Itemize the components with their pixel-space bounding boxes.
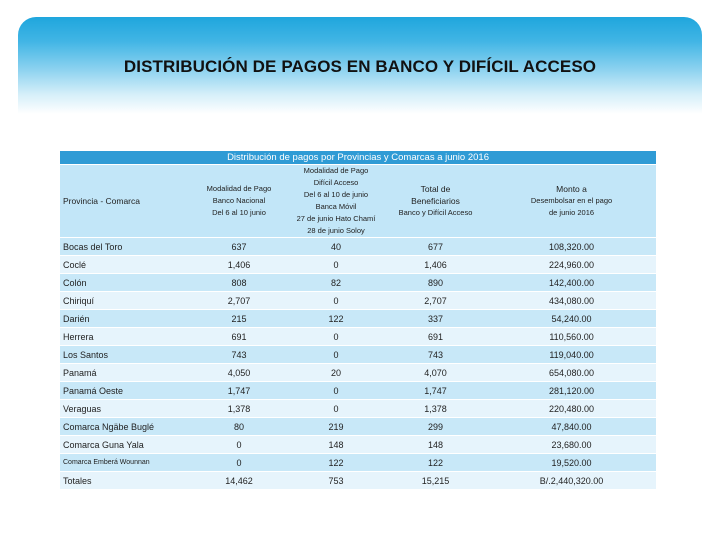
cell-total: 890 bbox=[384, 274, 487, 292]
cell-dificil: 148 bbox=[288, 436, 384, 454]
cell-monto: 281,120.00 bbox=[487, 382, 656, 400]
cell-banco: 1,747 bbox=[190, 382, 288, 400]
cell-dificil: 40 bbox=[288, 238, 384, 256]
cell-provincia: Panamá Oeste bbox=[60, 382, 190, 400]
header-banco bbox=[190, 165, 288, 238]
header-total-line: Beneficiarios bbox=[411, 196, 460, 206]
cell-monto: 54,240.00 bbox=[487, 310, 656, 328]
cell-dificil: 122 bbox=[288, 454, 384, 472]
cell-monto: 434,080.00 bbox=[487, 292, 656, 310]
header-banco-line: Modalidad de Pago bbox=[206, 184, 272, 193]
table-row bbox=[60, 418, 656, 436]
cell-total: 2,707 bbox=[384, 292, 487, 310]
table-body bbox=[60, 151, 656, 489]
cell-total: 743 bbox=[384, 346, 487, 364]
header-total bbox=[384, 165, 487, 238]
table-row bbox=[60, 382, 656, 400]
cell-monto: 108,320.00 bbox=[487, 238, 656, 256]
table-caption-row bbox=[60, 151, 656, 165]
cell-dificil: 82 bbox=[288, 274, 384, 292]
table-row bbox=[60, 328, 656, 346]
table-row bbox=[60, 256, 656, 274]
cell-banco: 808 bbox=[190, 274, 288, 292]
header-total-line: Total de bbox=[420, 184, 451, 194]
cell-banco: 215 bbox=[190, 310, 288, 328]
header-provincia: Provincia - Comarca bbox=[60, 165, 190, 238]
table-header-row bbox=[60, 165, 656, 238]
cell-provincia: Veraguas bbox=[60, 400, 190, 418]
header-dificil-line: Banca Móvil bbox=[315, 202, 357, 211]
cell-provincia: Panamá bbox=[60, 364, 190, 382]
cell-monto: 110,560.00 bbox=[487, 328, 656, 346]
cell-monto: 142,400.00 bbox=[487, 274, 656, 292]
cell-banco: 0 bbox=[190, 436, 288, 454]
payments-table bbox=[60, 151, 656, 489]
cell-monto: 220,480.00 bbox=[487, 400, 656, 418]
cell-dificil: 0 bbox=[288, 382, 384, 400]
slide-title: DISTRIBUCIÓN DE PAGOS EN BANCO Y DIFÍCIL ACCESO bbox=[123, 57, 597, 76]
table-caption: Distribución de pagos por Provincias y Comarcas a junio 2016 bbox=[60, 151, 656, 165]
header-dificil-line: Modalidad de Pago bbox=[303, 166, 369, 175]
table-row bbox=[60, 454, 656, 472]
cell-totals-banco: 14,462 bbox=[190, 472, 288, 490]
cell-provincia: Herrera bbox=[60, 328, 190, 346]
cell-dificil: 0 bbox=[288, 400, 384, 418]
cell-provincia: Coclé bbox=[60, 256, 190, 274]
cell-totals-label: Totales bbox=[60, 472, 190, 490]
cell-total: 299 bbox=[384, 418, 487, 436]
cell-banco: 1,406 bbox=[190, 256, 288, 274]
header-banco-line: Banco Nacional bbox=[212, 196, 266, 205]
cell-banco: 743 bbox=[190, 346, 288, 364]
cell-dificil: 219 bbox=[288, 418, 384, 436]
cell-total: 122 bbox=[384, 454, 487, 472]
table-row bbox=[60, 364, 656, 382]
cell-provincia: Darién bbox=[60, 310, 190, 328]
table-row bbox=[60, 436, 656, 454]
cell-provincia: Comarca Guna Yala bbox=[60, 436, 190, 454]
header-banco-line: Del 6 al 10 junio bbox=[212, 208, 266, 217]
cell-totals-monto: B/.2,440,320.00 bbox=[487, 472, 656, 490]
header-dificil bbox=[288, 165, 384, 238]
cell-dificil: 0 bbox=[288, 256, 384, 274]
table-row bbox=[60, 238, 656, 256]
header-total-line: Banco y Difícil Acceso bbox=[398, 208, 473, 217]
cell-total: 677 bbox=[384, 238, 487, 256]
totals-row bbox=[60, 472, 656, 490]
cell-monto: 654,080.00 bbox=[487, 364, 656, 382]
cell-totals-total: 15,215 bbox=[384, 472, 487, 490]
cell-provincia: Bocas del Toro bbox=[60, 238, 190, 256]
cell-total: 148 bbox=[384, 436, 487, 454]
header-monto-line: de junio 2016 bbox=[549, 208, 595, 217]
cell-provincia: Colón bbox=[60, 274, 190, 292]
header-monto-line: Desembolsar en el pago bbox=[530, 196, 613, 205]
header-dificil-line: Difícil Acceso bbox=[313, 178, 359, 187]
cell-dificil: 20 bbox=[288, 364, 384, 382]
cell-banco: 0 bbox=[190, 454, 288, 472]
cell-provincia: Chiriquí bbox=[60, 292, 190, 310]
table-row bbox=[60, 346, 656, 364]
cell-banco: 637 bbox=[190, 238, 288, 256]
cell-total: 1,378 bbox=[384, 400, 487, 418]
cell-banco: 2,707 bbox=[190, 292, 288, 310]
cell-total: 1,406 bbox=[384, 256, 487, 274]
table-row bbox=[60, 292, 656, 310]
table-row bbox=[60, 400, 656, 418]
header-dificil-line: 27 de junio Hato Chamí bbox=[296, 214, 376, 223]
header-dificil-line: 28 de junio Soloy bbox=[307, 226, 365, 235]
cell-monto: 19,520.00 bbox=[487, 454, 656, 472]
cell-monto: 47,840.00 bbox=[487, 418, 656, 436]
cell-provincia: Los Santos bbox=[60, 346, 190, 364]
header-monto-line: Monto a bbox=[556, 184, 587, 194]
cell-dificil: 0 bbox=[288, 346, 384, 364]
cell-monto: 119,040.00 bbox=[487, 346, 656, 364]
cell-totals-dificil: 753 bbox=[288, 472, 384, 490]
cell-banco: 4,050 bbox=[190, 364, 288, 382]
cell-dificil: 0 bbox=[288, 328, 384, 346]
cell-total: 1,747 bbox=[384, 382, 487, 400]
cell-total: 337 bbox=[384, 310, 487, 328]
cell-monto: 23,680.00 bbox=[487, 436, 656, 454]
table-row bbox=[60, 310, 656, 328]
cell-total: 691 bbox=[384, 328, 487, 346]
cell-banco: 1,378 bbox=[190, 400, 288, 418]
cell-banco: 80 bbox=[190, 418, 288, 436]
header-monto bbox=[487, 165, 656, 238]
table-row bbox=[60, 274, 656, 292]
cell-total: 4,070 bbox=[384, 364, 487, 382]
cell-monto: 224,960.00 bbox=[487, 256, 656, 274]
cell-banco: 691 bbox=[190, 328, 288, 346]
cell-provincia: Comarca Ngäbe Buglé bbox=[60, 418, 190, 436]
header-dificil-line: Del 6 al 10 de junio bbox=[303, 190, 369, 199]
cell-dificil: 0 bbox=[288, 292, 384, 310]
cell-provincia: Comarca Emberá Wounnan bbox=[60, 454, 190, 472]
cell-dificil: 122 bbox=[288, 310, 384, 328]
